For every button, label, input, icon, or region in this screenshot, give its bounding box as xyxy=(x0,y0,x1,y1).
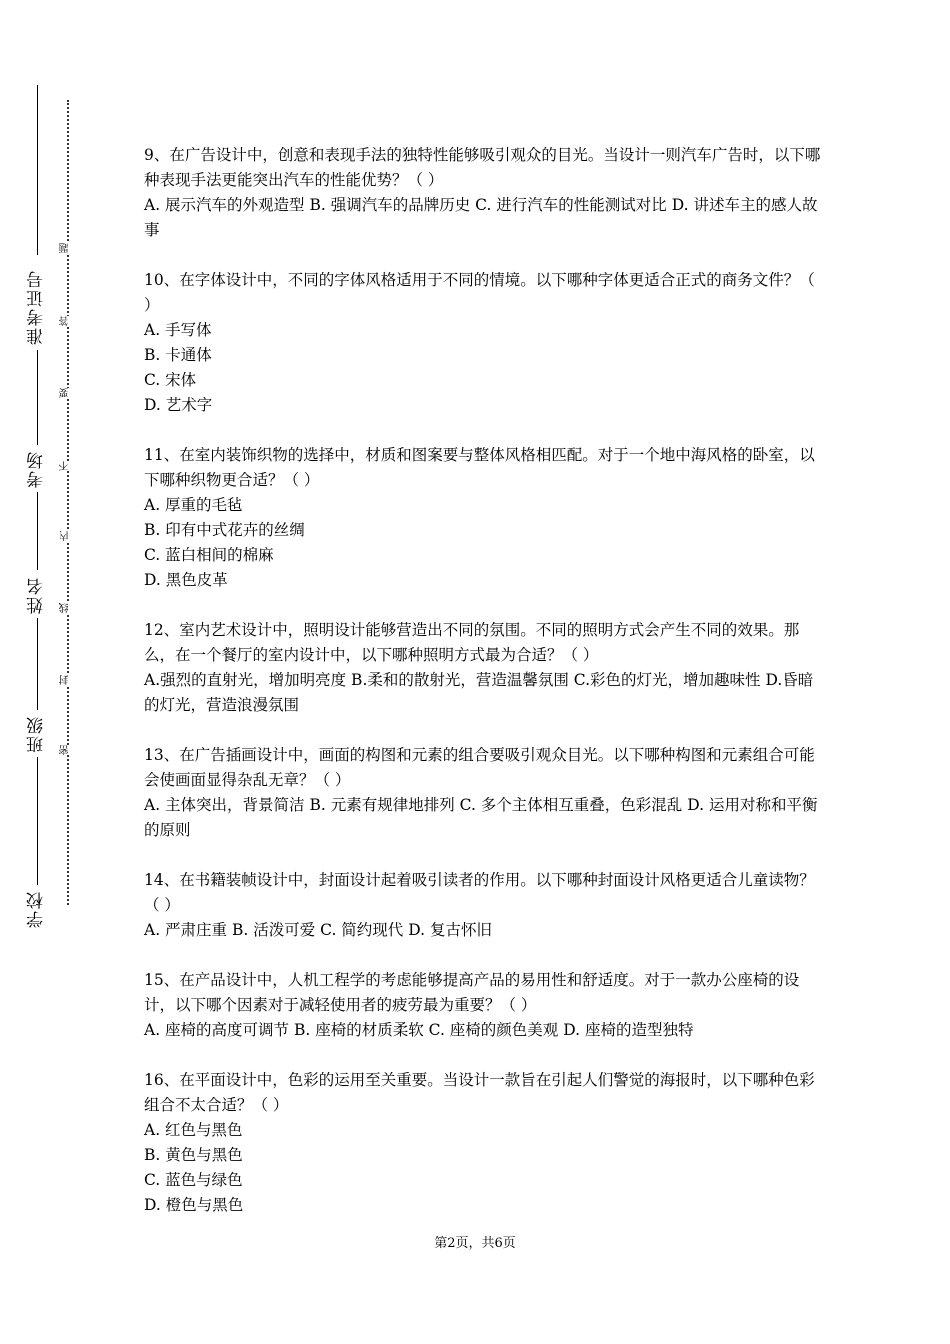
margin-line xyxy=(37,492,38,570)
question-stem: 16、在平面设计中，色彩的运用至关重要。当设计一款旨在引起人们警觉的海报时，以下哪种色彩组合不太合适？（ ） xyxy=(144,1071,815,1114)
margin-line xyxy=(37,85,38,255)
question-stem: 13、在广告插画设计中，画面的构图和元素的组合要吸引观众目光。以下哪种构图和元素组合可能会使画面显得杂乱无章？（ ） xyxy=(144,746,815,789)
question-stem: 11、在室内装饰织物的选择中，材质和图案要与整体风格相匹配。对于一个地中海风格的卧室，以下哪种织物更合适？（ ） xyxy=(144,446,815,489)
question-9 xyxy=(144,143,824,243)
option-d: D. 艺术字 xyxy=(144,396,213,414)
seal-dotted-line xyxy=(67,100,69,905)
question-stem: 15、在产品设计中，人机工程学的考虑能够提高产品的易用性和舒适度。对于一款办公座椅的设计，以下哪个因素对于减轻使用者的疲劳最为重要？（ ） xyxy=(144,971,800,1014)
question-options: A. 展示汽车的外观造型 B. 强调汽车的品牌历史 C. 进行汽车的性能测试对比 D. 讲述车主的感人故事 xyxy=(144,196,818,239)
question-options: A. 严肃庄重 B. 活泼可爱 C. 简约现代 D. 复古怀旧 xyxy=(144,921,492,939)
question-options: A. 主体突出，背景简洁 B. 元素有规律地排列 C. 多个主体相互重叠，色彩混乱 D. 运用对称和平衡的原则 xyxy=(144,796,818,839)
question-11 xyxy=(144,443,824,593)
question-stem: 14、在书籍装帧设计中，封面设计起着吸引读者的作用。以下哪种封面设计风格更适合儿童读物？（ ） xyxy=(144,871,815,914)
option-a: A. 手写体 xyxy=(144,321,212,339)
seal-char: 题 xyxy=(60,243,76,253)
option-d: D. 黑色皮革 xyxy=(144,571,228,589)
question-10 xyxy=(144,268,824,418)
question-14 xyxy=(144,868,824,943)
question-12 xyxy=(144,618,824,718)
page-footer: 第2页，共6页 xyxy=(434,1236,516,1251)
question-stem: 12、室内艺术设计中，照明设计能够营造出不同的氛围。不同的照明方式会产生不同的效果。那么，在一个餐厅的室内设计中，以下哪种照明方式最为合适？（ ） xyxy=(144,621,800,664)
label-exam-room: 考场 xyxy=(27,450,47,488)
option-c: C. 蓝色与绿色 xyxy=(144,1171,243,1189)
option-d: D. 橙色与黑色 xyxy=(144,1196,244,1214)
seal-char: 要 xyxy=(60,388,76,398)
question-options: A. 座椅的高度可调节 B. 座椅的材质柔软 C. 座椅的颜色美观 D. 座椅的造型独特 xyxy=(144,1021,694,1039)
seal-char: 内 xyxy=(60,531,76,541)
question-stem: 10、在字体设计中，不同的字体风格适用于不同的情境。以下哪种字体更适合正式的商务文件？（ ） xyxy=(144,271,815,314)
option-c: C. 蓝白相间的棉麻 xyxy=(144,546,274,564)
option-a: A. 红色与黑色 xyxy=(144,1121,243,1139)
margin-line xyxy=(37,618,38,710)
option-b: B. 印有中式花卉的丝绸 xyxy=(144,521,305,539)
seal-char: 密 xyxy=(60,745,76,755)
margin-line xyxy=(37,757,38,885)
seal-char: 封 xyxy=(60,675,76,685)
option-b: B. 卡通体 xyxy=(144,346,212,364)
option-c: C. 宋体 xyxy=(144,371,197,389)
label-name: 姓名 xyxy=(27,576,47,614)
option-a: A. 厚重的毛毡 xyxy=(144,496,243,514)
seal-char: 不 xyxy=(60,461,76,471)
label-class: 班级 xyxy=(27,715,47,753)
seal-char: 答 xyxy=(60,316,76,326)
question-15 xyxy=(144,968,824,1043)
question-list xyxy=(144,143,824,1243)
question-options: A.强烈的直射光，增加明亮度 B.柔和的散射光，营造温馨氛围 C.彩色的灯光，增加趣味性 D.昏暗的灯光，营造浪漫氛围 xyxy=(144,671,814,714)
label-exam-id: 准考证号 xyxy=(27,269,47,345)
question-13 xyxy=(144,743,824,843)
option-b: B. 黄色与黑色 xyxy=(144,1146,243,1164)
question-16 xyxy=(144,1068,824,1218)
seal-char: 线 xyxy=(60,603,76,613)
question-stem: 9、在广告设计中，创意和表现手法的独特性能够吸引观众的目光。当设计一则汽车广告时，以下哪种表现手法更能突出汽车的性能优势？（ ） xyxy=(144,146,821,189)
margin-line xyxy=(37,350,38,445)
label-school: 学校 xyxy=(27,890,47,928)
